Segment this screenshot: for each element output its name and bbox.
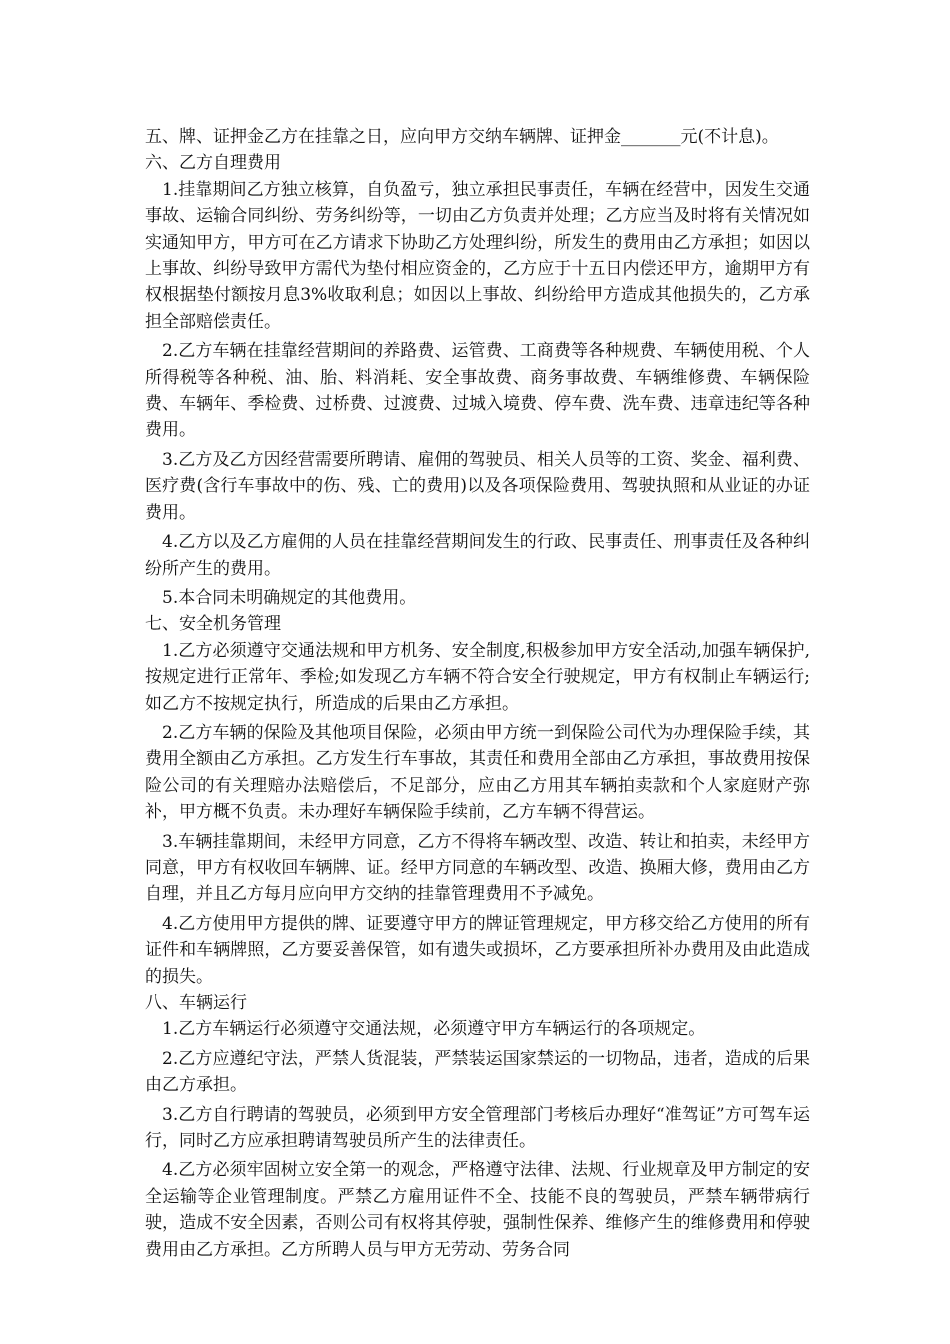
section-six-item-5: 5.本合同未明确规定的其他费用。 bbox=[162, 587, 417, 608]
section-six-heading: 六、乙方自理费用 bbox=[145, 153, 281, 174]
section-seven-heading: 七、安全机务管理 bbox=[145, 614, 281, 635]
section-eight-item-4: 4.乙方必须牢固树立安全第一的观念，严格遵守法律、法规、行业规章及甲方制定的安全运输等企业管理制度。严禁乙方雇用证件不全、技能不良的驾驶员，严禁车辆带病行驶，造成不安全因素，否则公司有权将其停驶，强制性保养、维修产生的维修费用和停驶费用由乙方承担。乙方所聘人员与甲方无劳动、劳务合同 bbox=[145, 1160, 810, 1260]
section-six-item-3: 3.乙方及乙方因经营需要所聘请、雇佣的驾驶员、相关人员等的工资、奖金、福利费、医疗费(含行车事故中的伤、残、亡的费用)以及各项保险费用、驾驶执照和从业证的办证费用。 bbox=[145, 449, 810, 523]
section-eight-item-3: 3.乙方自行聘请的驾驶员，必须到甲方安全管理部门考核后办理好“准驾证”方可驾车运行，同时乙方应承担聘请驾驶员所产生的法律责任。 bbox=[145, 1104, 810, 1152]
section-seven-item-1: 1.乙方必须遵守交通法规和甲方机务、安全制度,积极参加甲方安全活动,加强车辆保护,按规定进行正常年、季检;如发现乙方车辆不符合安全行驶规定，甲方有权制止车辆运行;如乙方不按规定执行，所造成的后果由乙方承担。 bbox=[145, 640, 810, 714]
clause-five-deposit: 五、牌、证押金乙方在挂靠之日，应向甲方交纳车辆牌、证押金_______元(不计息)。 bbox=[145, 127, 779, 147]
section-six-item-2: 2.乙方车辆在挂靠经营期间的养路费、运管费、工商费等各种规费、车辆使用税、个人所得税等各种税、油、胎、料消耗、安全事故费、商务事故费、车辆维修费、车辆保险费、车辆年、季检费、过桥费、过渡费、过城入境费、停车费、洗车费、违章违纪等各种费用。 bbox=[145, 341, 810, 441]
section-seven-item-3: 3.车辆挂靠期间，未经甲方同意，乙方不得将车辆改型、改造、转让和拍卖，未经甲方同意，甲方有权收回车辆牌、证。经甲方同意的车辆改型、改造、换厢大修，费用由乙方自理，并且乙方每月应向甲方交纳的挂靠管理费用不予减免。 bbox=[145, 831, 810, 905]
section-six-item-1: 1.挂靠期间乙方独立核算，自负盈亏，独立承担民事责任，车辆在经营中，因发生交通事故、运输合同纠纷、劳务纠纷等，一切由乙方负责并处理；乙方应当及时将有关情况如实通知甲方，甲方可在乙方请求下协助乙方处理纠纷，所发生的费用由乙方承担；如因以上事故、纠纷导致甲方需代为垫付相应资金的，乙方应于十五日内偿还甲方，逾期甲方有权根据垫付额按月息3%收取利息；如因以上事故、纠纷给甲方造成其他损失的，乙方承担全部赔偿责任。 bbox=[145, 179, 810, 332]
section-eight-item-2: 2.乙方应遵纪守法，严禁人货混装，严禁装运国家禁运的一切物品，违者，造成的后果由乙方承担。 bbox=[145, 1048, 810, 1096]
section-six-item-4: 4.乙方以及乙方雇佣的人员在挂靠经营期间发生的行政、民事责任、刑事责任及各种纠纷所产生的费用。 bbox=[145, 532, 810, 579]
section-seven-item-2: 2.乙方车辆的保险及其他项目保险，必须由甲方统一到保险公司代为办理保险手续，其费用全额由乙方承担。乙方发生行车事故，其责任和费用全部由乙方承担，事故费用按保险公司的有关理赔办法赔偿后，不足部分，应由乙方用其车辆拍卖款和个人家庭财产弥补，甲方概不负责。未办理好车辆保险手续前，乙方车辆不得营运。 bbox=[145, 722, 810, 823]
document-page bbox=[145, 124, 810, 1263]
section-eight-item-1: 1.乙方车辆运行必须遵守交通法规，必须遵守甲方车辆运行的各项规定。 bbox=[162, 1019, 706, 1040]
section-eight-heading: 八、车辆运行 bbox=[145, 993, 247, 1013]
section-seven-item-4: 4.乙方使用甲方提供的牌、证要遵守甲方的牌证管理规定，甲方移交给乙方使用的所有证件和车辆牌照，乙方要妥善保管，如有遗失或损坏，乙方要承担所补办费用及由此造成的损失。 bbox=[145, 913, 810, 987]
